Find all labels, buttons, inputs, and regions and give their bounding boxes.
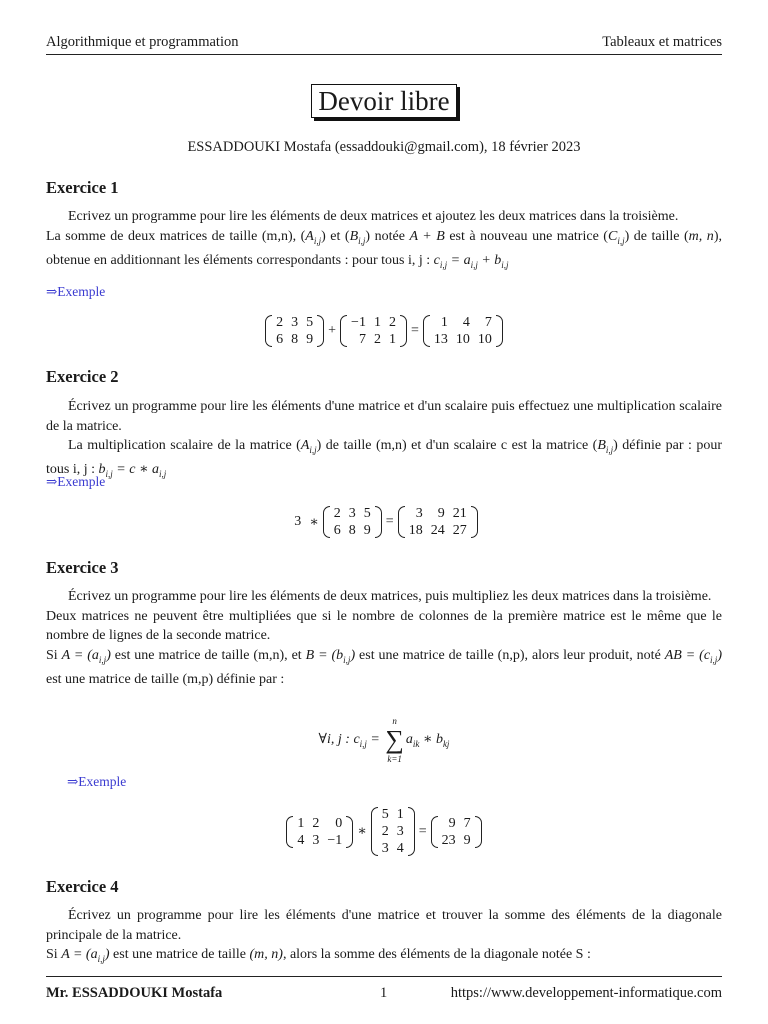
matrix-cell: −1 — [351, 315, 366, 330]
ex3-matrix-b — [371, 806, 415, 857]
exercise-3-text — [46, 587, 722, 689]
page-header — [46, 34, 722, 55]
ex3-matrix-equation: 1 2 0 4 3 −1 ∗ 5 1 2 3 3 4 = 9 7 23 9 — [0, 806, 768, 857]
matrix-cell: 4 — [396, 841, 404, 856]
ex1-matrix-b — [340, 314, 407, 348]
ex1-matrix-equation: 2 3 5 6 8 9 + −1 1 2 7 2 1 = 1 4 7 13 10 10 — [0, 314, 768, 348]
matrix-cell: 4 — [462, 315, 470, 330]
matrix-cell: 27 — [452, 523, 467, 538]
exercise-4-heading: Exercice 4 — [46, 877, 119, 896]
matrix-cell: 3 — [291, 315, 299, 330]
matrix-cell: 9 — [306, 332, 314, 347]
header-left: Algorithmique et programmation — [46, 34, 239, 50]
exercise-1-heading: Exercice 1 — [46, 178, 119, 197]
matrix-cell: 5 — [381, 807, 389, 822]
matrix-cell: −1 — [327, 832, 343, 848]
matrix-cell: 8 — [291, 332, 299, 347]
matrix-cell: 23 — [441, 832, 456, 848]
exercise-1-text — [46, 207, 722, 275]
ex3-matrix-a — [286, 815, 353, 849]
footer-url[interactable]: https://www.developpement-informatique.com — [450, 985, 722, 1001]
ex1-paragraph-1: Ecrivez un programme pour lire les éléments de deux matrices et ajoutez les deux matrices dans la troisième. — [68, 209, 679, 224]
matrix-cell: 9 — [363, 523, 371, 538]
matrix-cell: 24 — [430, 523, 445, 538]
ex1-matrix-c — [423, 314, 503, 348]
matrix-cell: 3 — [381, 841, 389, 856]
matrix-cell: 7 — [484, 315, 492, 330]
matrix-cell: 3 — [312, 832, 320, 848]
exercise-2-heading: Exercice 2 — [46, 367, 119, 386]
page-title: Devoir libre — [311, 84, 456, 118]
matrix-cell: 6 — [333, 523, 341, 538]
matrix-cell: 5 — [306, 315, 314, 330]
matrix-cell: 10 — [477, 332, 492, 347]
ex2-matrix-c — [398, 505, 478, 539]
matrix-cell: 2 — [388, 315, 396, 330]
matrix-cell: 3 — [396, 824, 404, 839]
matrix-cell: 5 — [363, 506, 371, 521]
ex1-example-link[interactable]: ⇒Exemple — [46, 284, 106, 299]
ex3-example-link[interactable]: ⇒Exemple — [67, 774, 127, 789]
header-right: Tableaux et matrices — [602, 34, 722, 50]
ex2-matrix-equation: 3 ∗ 2 3 5 6 8 9 = 3 9 21 18 24 27 — [0, 505, 768, 539]
ex3-paragraph-2: Deux matrices ne peuvent être multipliées que si le nombre de colonnes de la première matrice est le même que le nombre de lignes de la seconde matrice. — [46, 608, 722, 643]
matrix-cell: 3 — [415, 506, 423, 521]
matrix-cell: 9 — [463, 832, 471, 848]
matrix-cell: 2 — [333, 506, 341, 521]
ex1-paragraph-2: La somme de deux matrices de taille (m,n), $(A_{i,j})$ et $(B_{i,j})$ notée A + B est à nouveau une matrice $(C_{i,j})$ de taille (m, n), obtenue en additionnant les éléments correspondants : pour tous i, j : $c_{i,j} = a_{i,j} + b_{i,j}$ — [46, 228, 722, 270]
matrix-cell: 2 — [381, 824, 389, 839]
matrix-cell: 18 — [408, 523, 423, 538]
matrix-cell: 7 — [358, 332, 366, 347]
matrix-cell: 7 — [463, 815, 471, 831]
matrix-cell: 1 — [388, 332, 396, 347]
page-footer — [46, 976, 722, 1001]
matrix-cell: 13 — [433, 332, 448, 347]
matrix-cell: 9 — [448, 815, 456, 831]
matrix-cell: 4 — [297, 832, 305, 848]
matrix-cell: 2 — [312, 815, 320, 831]
matrix-cell: 1 — [396, 807, 404, 822]
ex2-paragraph-1: Écrivez un programme pour lire les éléments d'une matrice et d'un scalaire puis effectuez une multiplication scalaire de la matrice. — [46, 399, 722, 434]
matrix-cell: 10 — [455, 332, 470, 347]
exercise-2-text — [46, 397, 722, 485]
ex2-matrix-a — [323, 505, 382, 539]
matrix-cell: 6 — [276, 332, 284, 347]
matrix-cell: 2 — [373, 332, 381, 347]
ex4-paragraph-1: Écrivez un programme pour lire les éléments d'une matrice et trouver la somme des éléments de la diagonale principale de la matrice. — [46, 908, 722, 943]
exercise-4-text — [46, 906, 722, 969]
matrix-cell: 1 — [297, 815, 305, 831]
matrix-cell: 8 — [348, 523, 356, 538]
ex3-paragraph-3: Si $A = (a_{i,j})$ est une matrice de taille (m,n), et $B = (b_{i,j})$ est une matrice de taille (n,p), alors leur produit, noté AB = $(c_{i,j})$ est une matrice de taille (m,p) définie par : — [46, 647, 722, 687]
matrix-cell: 9 — [437, 506, 445, 521]
ex3-product-formula: ∀i, j : $c_{i,j}$ = n ∑ k=1 $a_{ik}$ ∗ $b_{kj}$ — [318, 716, 450, 764]
matrix-cell: 3 — [348, 506, 356, 521]
matrix-cell: 1 — [440, 315, 448, 330]
ex2-scalar: 3 — [294, 514, 302, 529]
page-number: 1 — [380, 985, 388, 1001]
ex4-paragraph-2: Si $A = (a_{i,j})$ est une matrice de taille (m, n), alors la somme des éléments de la diagonale notée S : — [46, 947, 591, 964]
matrix-cell: 1 — [373, 315, 381, 330]
ex1-matrix-a — [265, 314, 324, 348]
matrix-cell: 2 — [276, 315, 284, 330]
exercise-3-heading: Exercice 3 — [46, 558, 119, 577]
footer-author: Mr. ESSADDOUKI Mostafa — [46, 985, 223, 1001]
title-wrap — [0, 84, 768, 118]
ex2-paragraph-2: La multiplication scalaire de la matrice $(A_{i,j})$ de taille (m,n) et d'un scalaire c est la matrice $(B_{i,j})$ définie par : pour tous i, j : $b_{i,j} = c$ ∗ $a_{i,j}$ — [46, 438, 722, 480]
matrix-cell: 0 — [335, 815, 343, 831]
ex3-matrix-c — [431, 815, 482, 849]
ex3-paragraph-1: Écrivez un programme pour lire les éléments de deux matrices, puis multipliez les deux matrices dans la troisième. — [68, 589, 712, 604]
matrix-cell: 21 — [452, 506, 467, 521]
ex2-example-link[interactable]: ⇒Exemple — [46, 474, 106, 489]
author-line: ESSADDOUKI Mostafa (essaddouki@gmail.com), 18 février 2023 — [187, 139, 581, 155]
